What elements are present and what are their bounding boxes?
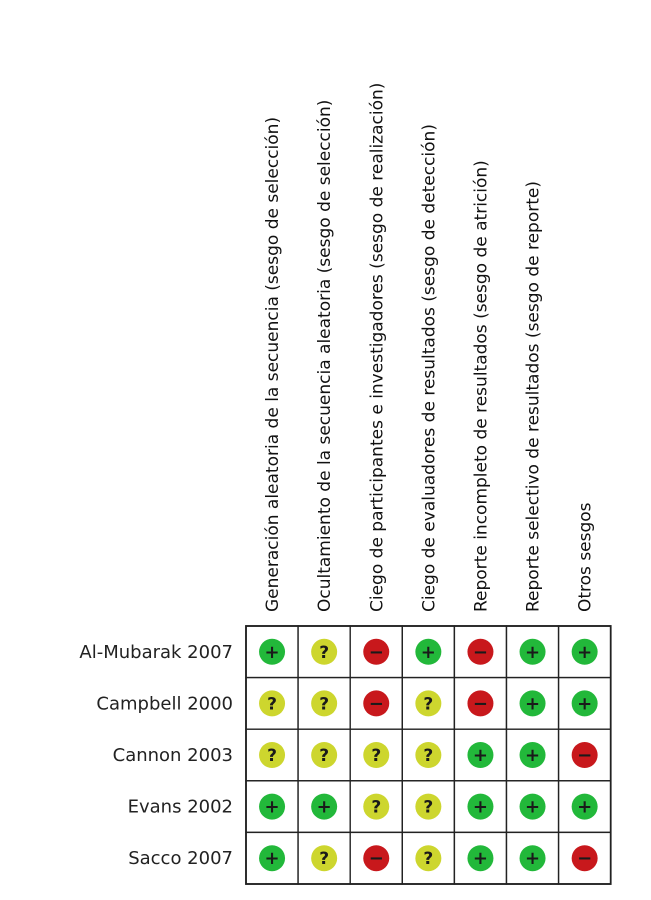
rating-grid <box>246 626 611 884</box>
column-header: Reporte selectivo de resultados (sesgo de reporte) <box>523 180 544 612</box>
study-label: Campbell 2000 <box>96 693 233 715</box>
rating-low-symbol: + <box>577 641 593 663</box>
rating-low-symbol: + <box>577 796 593 818</box>
rating-low-symbol: + <box>472 796 488 818</box>
rating-low-symbol: + <box>525 693 541 715</box>
rating-unclear-symbol: ? <box>423 797 434 818</box>
column-header: Reporte incompleto de resultados (sesgo de atrición) <box>471 160 492 612</box>
rating-unclear-symbol: ? <box>423 746 434 766</box>
rating-high-symbol: − <box>368 641 384 663</box>
rating-low-symbol: + <box>472 745 488 766</box>
rating-unclear-symbol: ? <box>267 746 277 766</box>
rating-high-symbol: − <box>472 693 488 715</box>
column-header: Generación aleatoria de la secuencia (sesgo de selección) <box>263 116 284 612</box>
rating-unclear-symbol: ? <box>371 797 382 818</box>
rating-high-symbol: − <box>368 693 384 715</box>
study-label: Sacco 2007 <box>128 848 233 870</box>
rating-low-symbol: + <box>420 641 436 663</box>
rating-low-symbol: + <box>264 641 280 663</box>
rating-high-symbol: − <box>368 848 384 870</box>
rating-unclear-symbol: ? <box>267 694 277 715</box>
column-header: Ciego de participantes e investigadores (sesgo de realización) <box>367 82 388 612</box>
rating-low-symbol: + <box>525 848 541 870</box>
rating-low-symbol: + <box>525 641 541 663</box>
column-header: Otros sesgos <box>575 502 596 612</box>
rating-unclear-symbol: ? <box>319 642 330 663</box>
column-headers <box>263 83 596 612</box>
study-label: Al-Mubarak 2007 <box>79 641 233 663</box>
column-header: Ciego de evaluadores de resultados (sesgo de detección) <box>419 124 440 612</box>
rating-low-symbol: + <box>264 848 280 870</box>
study-label: Evans 2002 <box>127 796 233 818</box>
rating-low-symbol: + <box>264 796 280 818</box>
column-header: Ocultamiento de la secuencia aleatoria (sesgo de selección) <box>315 99 336 612</box>
rating-unclear-symbol: ? <box>319 746 330 766</box>
rating-high-symbol: − <box>577 848 593 870</box>
rating-low-symbol: + <box>577 693 593 715</box>
rating-unclear-symbol: ? <box>423 694 434 715</box>
rating-low-symbol: + <box>472 848 488 870</box>
rating-unclear-symbol: ? <box>423 849 434 870</box>
study-label: Cannon 2003 <box>112 745 233 766</box>
rating-unclear-symbol: ? <box>319 694 330 715</box>
rating-high-symbol: − <box>577 745 593 766</box>
rating-high-symbol: − <box>472 641 488 663</box>
rating-low-symbol: + <box>525 796 541 818</box>
rating-low-symbol: + <box>525 745 541 766</box>
rating-low-symbol: + <box>316 796 332 818</box>
study-labels <box>79 642 233 869</box>
rating-unclear-symbol: ? <box>319 849 330 870</box>
rating-unclear-symbol: ? <box>371 746 382 766</box>
